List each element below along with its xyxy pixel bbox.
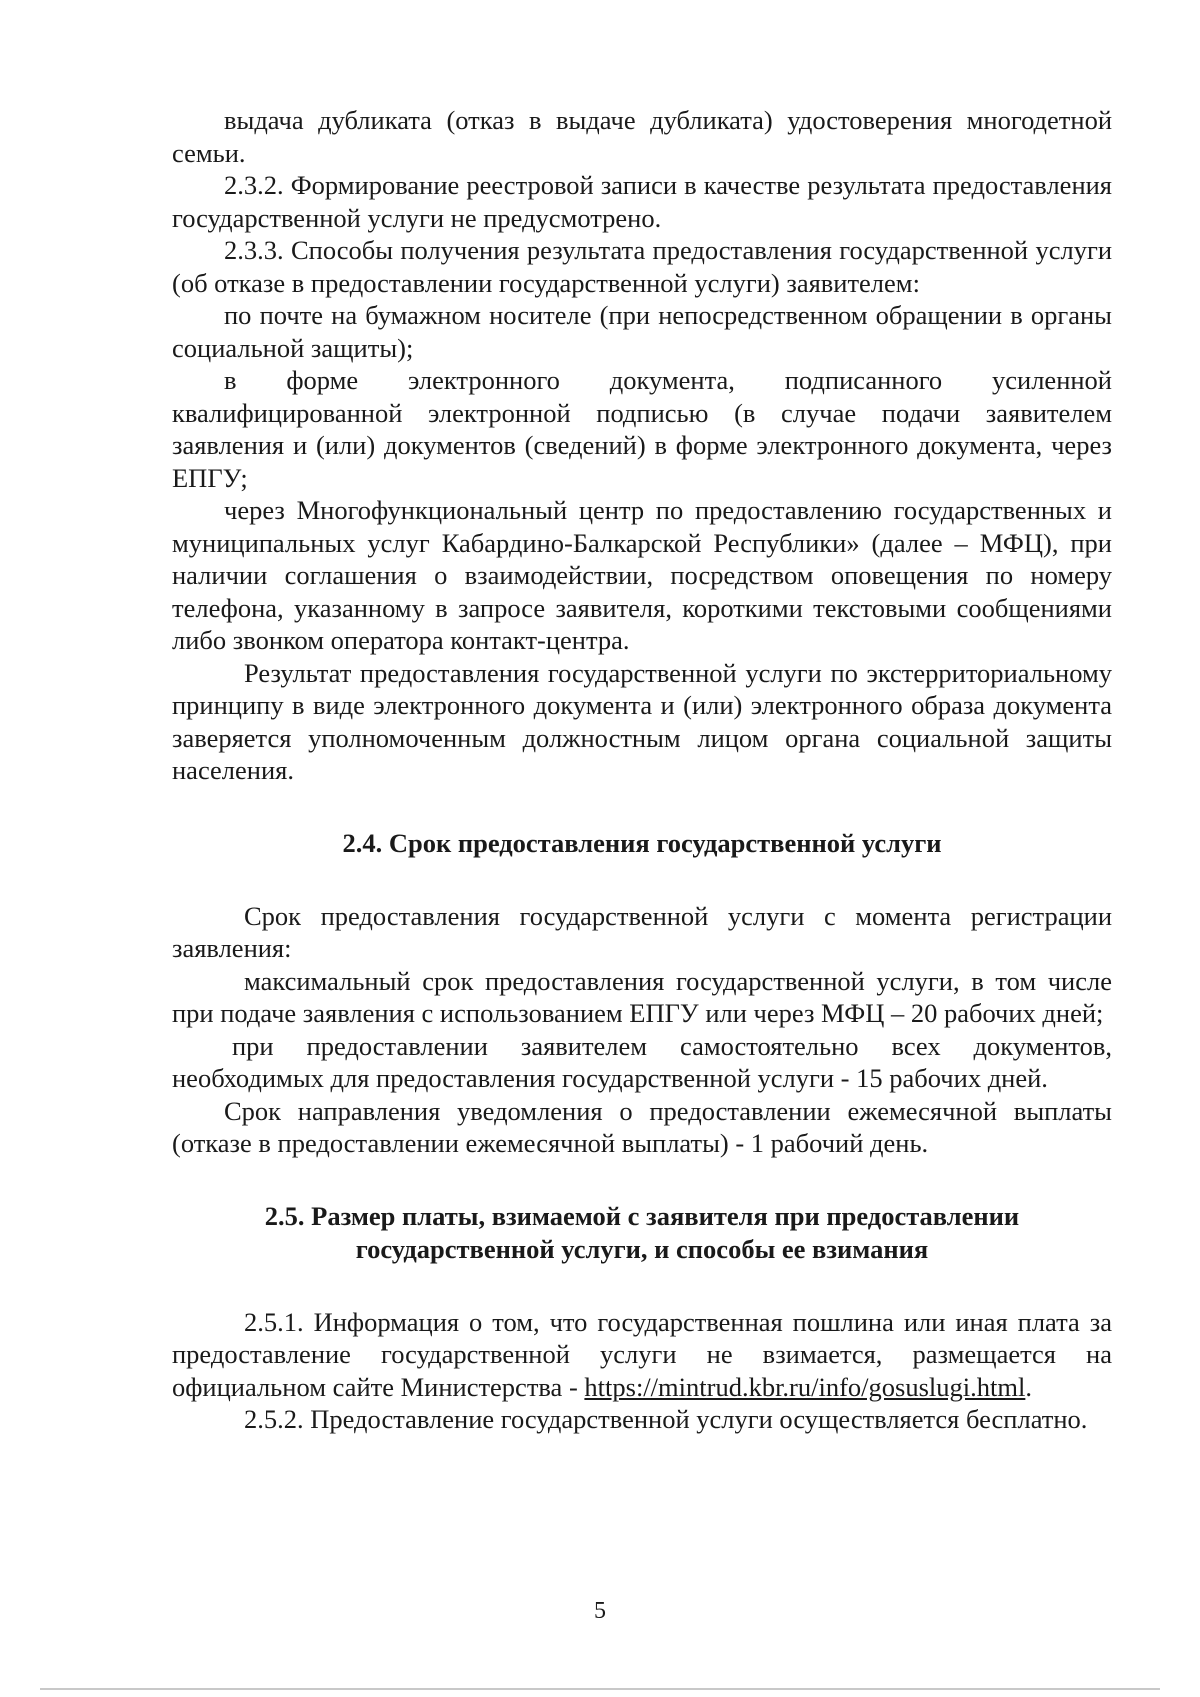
page-number: 5 — [594, 1598, 606, 1624]
paragraph-exterritorial-result: Результат предоставления государственной услуги по экстерриториальному принципу в виде электронного документа и (или) электронного образа документа заверяется уполномоченным должностным лицом органа социальной защиты населения. — [172, 657, 1112, 785]
paragraph-2-5-1-end: . — [1025, 1371, 1032, 1402]
paragraph-max-term: максимальный срок предоставления государственной услуги, в том числе при подаче заявления с использованием ЕПГУ или через МФЦ – 20 рабочих дней; — [172, 965, 1112, 1028]
paragraph-all-documents-term: при предоставлении заявителем самостоятельно всех документов, необходимых для предоставления государственной услуги - 15 рабочих дней. — [172, 1030, 1112, 1093]
ministry-website-link[interactable]: https://mintrud.kbr.ru/info/gosuslugi.html — [584, 1371, 1026, 1402]
paragraph-2-3-2: 2.3.2. Формирование реестровой записи в качестве результата предоставления государственной услуги не предусмотрено. — [172, 170, 1112, 233]
paragraph-2-3-3: 2.3.3. Способы получения результата предоставления государственной услуги (об отказе в предоставлении государственной услуги) заявителем: — [172, 235, 1112, 298]
section-2-5-heading-line-1: 2.5. Размер платы, взимаемой с заявителя при предоставлении — [264, 1200, 1020, 1231]
section-2-4-body — [172, 900, 1112, 1160]
paragraph-2-5-2: 2.5.2. Предоставление государственной услуги осуществляется бесплатно. — [244, 1404, 1088, 1434]
paragraph-notification-term: Срок направления уведомления о предоставлении ежемесячной выплаты (отказе в предоставлении ежемесячной выплаты) - 1 рабочий день. — [172, 1095, 1112, 1158]
section-2-4-heading: 2.4. Срок предоставления государственной услуги — [342, 827, 942, 858]
paragraph-2-5-1 — [172, 1306, 1112, 1404]
paragraph-via-mfc: через Многофункциональный центр по предоставлению государственных и муниципальных услуг Кабардино-Балкарской Республики» (далее – МФЦ), при наличии соглашения о взаимодействии, посредством оповещения по номеру телефона, указанному в запросе заявителя, короткими текстовыми сообщениями либо звонком оператора контакт-центра. — [172, 495, 1112, 655]
section-2-5-heading — [172, 1200, 1112, 1266]
scan-edge-line — [40, 1688, 1160, 1690]
section-2-5-heading-line-2: государственной услуги, и способы ее взимания — [355, 1233, 929, 1264]
paragraph-by-mail: по почте на бумажном носителе (при непосредственном обращении в органы социальной защиты); — [172, 300, 1112, 363]
section-2-5-body — [172, 1306, 1112, 1436]
paragraph-term-from-registration: Срок предоставления государственной услуги с момента регистрации заявления: — [172, 900, 1112, 963]
document-page — [172, 104, 1112, 1436]
paragraph-duplicate-issue: выдача дубликата (отказ в выдаче дубликата) удостоверения многодетной семьи. — [172, 105, 1112, 168]
paragraph-electronic-document: в форме электронного документа, подписанного усиленной квалифицированной электронной подписью (в случае подачи заявителем заявления и (или) документов (сведений) в форме электронного документа, через ЕПГУ; — [172, 365, 1112, 493]
paragraph-2-5-1-text: 2.5.1. Информация о том, что государственная пошлина или иная плата за предоставление государственной услуги не взимается, размещается на официальном сайте Министерства - — [172, 1306, 1112, 1402]
